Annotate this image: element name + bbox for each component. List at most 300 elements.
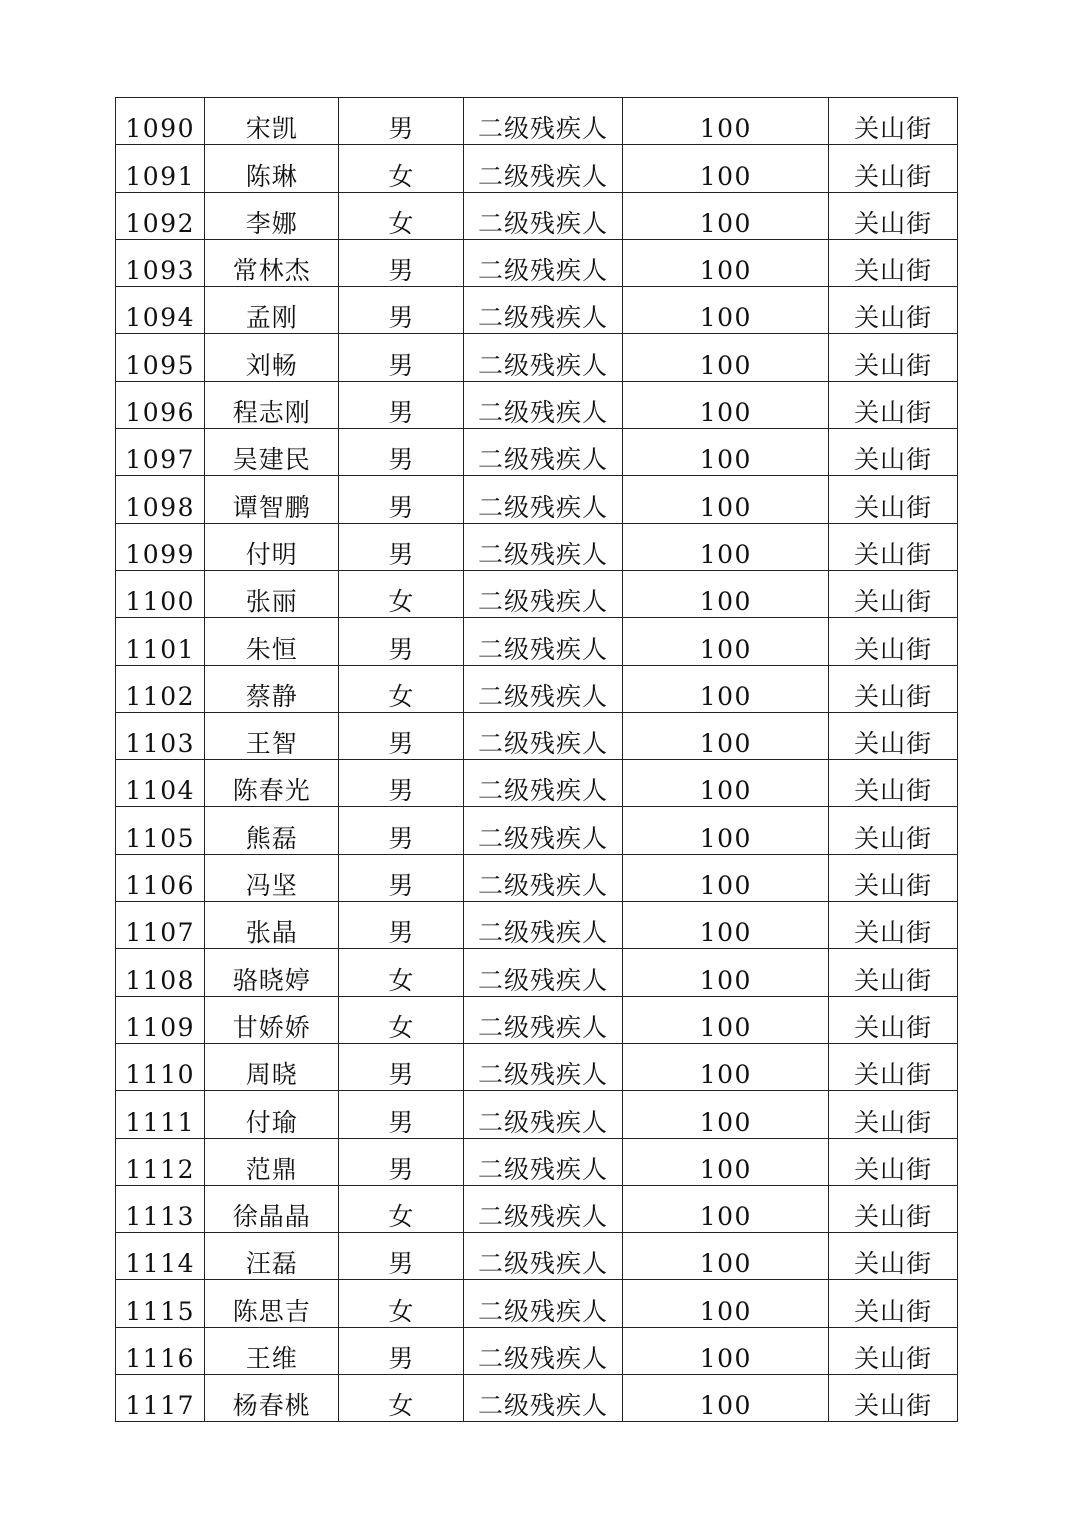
cell-gender <box>339 239 464 286</box>
cell-amount <box>623 807 829 854</box>
cell-person-name-text: 陈琳 <box>245 161 298 191</box>
cell-street <box>829 239 958 286</box>
cell-amount-text: 100 <box>699 1012 752 1042</box>
cell-serial-number <box>116 570 205 617</box>
cell-disability-level-text: 二级残疾人 <box>477 965 608 995</box>
cell-person-name <box>205 287 339 334</box>
cell-person-name-text: 蔡静 <box>245 681 298 711</box>
cell-street-text: 关山街 <box>854 303 933 333</box>
cell-person-name-text: 周晓 <box>245 1060 298 1090</box>
cell-amount <box>623 1233 829 1280</box>
cell-gender <box>339 381 464 428</box>
cell-street <box>829 98 958 145</box>
cell-person-name <box>205 712 339 759</box>
cell-gender-text: 女 <box>388 1296 414 1326</box>
cell-gender <box>339 902 464 949</box>
cell-amount <box>623 1375 829 1422</box>
table-row <box>116 239 958 286</box>
cell-amount-text: 100 <box>699 114 752 144</box>
cell-gender <box>339 334 464 381</box>
cell-amount <box>623 712 829 759</box>
table-row <box>116 145 958 192</box>
cell-street <box>829 618 958 665</box>
cell-gender <box>339 1375 464 1422</box>
cell-gender-text: 男 <box>388 871 414 901</box>
cell-street <box>829 1043 958 1090</box>
cell-street-text: 关山街 <box>854 208 933 238</box>
cell-gender-text: 女 <box>388 1012 414 1042</box>
table-row <box>116 523 958 570</box>
cell-gender-text: 女 <box>388 587 414 617</box>
cell-disability-level <box>463 192 623 239</box>
cell-gender <box>339 1233 464 1280</box>
cell-amount-text: 100 <box>699 1107 752 1137</box>
cell-disability-level <box>463 618 623 665</box>
cell-person-name <box>205 1233 339 1280</box>
cell-street <box>829 192 958 239</box>
cell-disability-level <box>463 570 623 617</box>
cell-gender-text: 男 <box>388 1060 414 1090</box>
cell-person-name <box>205 1043 339 1090</box>
table-row <box>116 1375 958 1422</box>
cell-disability-level <box>463 1233 623 1280</box>
cell-amount <box>623 523 829 570</box>
cell-serial-number-text: 1096 <box>125 398 196 428</box>
cell-amount-text: 100 <box>699 1060 752 1090</box>
cell-disability-level <box>463 1138 623 1185</box>
cell-serial-number-text: 1101 <box>125 634 196 664</box>
table-row <box>116 854 958 901</box>
cell-gender-text: 男 <box>388 539 414 569</box>
table-row <box>116 429 958 476</box>
cell-serial-number <box>116 1043 205 1090</box>
cell-amount-text: 100 <box>699 1391 752 1421</box>
cell-disability-level-text: 二级残疾人 <box>477 161 608 191</box>
cell-person-name-text: 王智 <box>245 729 298 759</box>
cell-street-text: 关山街 <box>854 161 933 191</box>
cell-street-text: 关山街 <box>854 634 933 664</box>
cell-disability-level <box>463 145 623 192</box>
cell-street <box>829 996 958 1043</box>
cell-street <box>829 1091 958 1138</box>
cell-disability-level-text: 二级残疾人 <box>477 539 608 569</box>
cell-person-name <box>205 1091 339 1138</box>
cell-disability-level <box>463 1043 623 1090</box>
cell-amount-text: 100 <box>699 965 752 995</box>
cell-person-name-text: 骆晓婷 <box>232 965 311 995</box>
cell-gender <box>339 1327 464 1374</box>
cell-street-text: 关山街 <box>854 1296 933 1326</box>
cell-gender <box>339 98 464 145</box>
cell-gender-text: 男 <box>388 823 414 853</box>
cell-disability-level <box>463 287 623 334</box>
cell-gender-text: 男 <box>388 776 414 806</box>
cell-gender <box>339 429 464 476</box>
cell-disability-level <box>463 854 623 901</box>
cell-serial-number <box>116 381 205 428</box>
cell-gender-text: 男 <box>388 729 414 759</box>
cell-serial-number <box>116 712 205 759</box>
cell-gender-text: 男 <box>388 918 414 948</box>
cell-amount-text: 100 <box>699 871 752 901</box>
cell-street <box>829 1280 958 1327</box>
table-row <box>116 1185 958 1232</box>
cell-street <box>829 476 958 523</box>
cell-gender <box>339 760 464 807</box>
cell-person-name <box>205 381 339 428</box>
cell-amount-text: 100 <box>699 1154 752 1184</box>
table-row <box>116 902 958 949</box>
cell-amount-text: 100 <box>699 776 752 806</box>
cell-serial-number-text: 1093 <box>125 256 196 286</box>
cell-person-name-text: 汪磊 <box>245 1249 298 1279</box>
table-row <box>116 1091 958 1138</box>
cell-disability-level <box>463 949 623 996</box>
cell-gender-text: 男 <box>388 634 414 664</box>
cell-street-text: 关山街 <box>854 871 933 901</box>
cell-person-name-text: 常林杰 <box>232 256 311 286</box>
cell-amount <box>623 665 829 712</box>
cell-serial-number-text: 1115 <box>125 1296 196 1326</box>
cell-street <box>829 1185 958 1232</box>
cell-person-name-text: 付瑜 <box>245 1107 298 1137</box>
cell-street <box>829 1138 958 1185</box>
cell-person-name-text: 宋凯 <box>245 114 298 144</box>
cell-disability-level-text: 二级残疾人 <box>477 823 608 853</box>
cell-serial-number-text: 1110 <box>125 1060 196 1090</box>
table-row <box>116 618 958 665</box>
cell-person-name-text: 孟刚 <box>245 303 298 333</box>
cell-person-name <box>205 902 339 949</box>
cell-street-text: 关山街 <box>854 1202 933 1232</box>
table-row <box>116 334 958 381</box>
cell-serial-number <box>116 854 205 901</box>
cell-gender-text: 女 <box>388 208 414 238</box>
cell-disability-level-text: 二级残疾人 <box>477 1012 608 1042</box>
cell-disability-level <box>463 807 623 854</box>
cell-amount <box>623 145 829 192</box>
cell-serial-number <box>116 1327 205 1374</box>
cell-disability-level-text: 二级残疾人 <box>477 776 608 806</box>
cell-amount-text: 100 <box>699 918 752 948</box>
cell-street-text: 关山街 <box>854 1012 933 1042</box>
cell-serial-number-text: 1092 <box>125 208 196 238</box>
cell-amount <box>623 334 829 381</box>
cell-disability-level-text: 二级残疾人 <box>477 114 608 144</box>
cell-amount-text: 100 <box>699 587 752 617</box>
cell-disability-level <box>463 98 623 145</box>
cell-disability-level <box>463 996 623 1043</box>
cell-disability-level <box>463 1327 623 1374</box>
cell-amount <box>623 98 829 145</box>
cell-gender-text: 男 <box>388 1154 414 1184</box>
cell-amount <box>623 1091 829 1138</box>
cell-street-text: 关山街 <box>854 1154 933 1184</box>
cell-person-name-text: 杨春桃 <box>232 1391 311 1421</box>
cell-person-name-text: 冯坚 <box>245 871 298 901</box>
cell-amount-text: 100 <box>699 729 752 759</box>
table-body <box>116 98 958 1422</box>
cell-street-text: 关山街 <box>854 1344 933 1374</box>
cell-serial-number-text: 1102 <box>125 681 196 711</box>
cell-disability-level-text: 二级残疾人 <box>477 1296 608 1326</box>
cell-gender <box>339 476 464 523</box>
cell-amount <box>623 618 829 665</box>
cell-serial-number-text: 1111 <box>125 1107 196 1137</box>
cell-street <box>829 949 958 996</box>
cell-person-name-text: 陈思吉 <box>232 1296 311 1326</box>
cell-street-text: 关山街 <box>854 681 933 711</box>
cell-serial-number-text: 1108 <box>125 965 196 995</box>
cell-street <box>829 854 958 901</box>
cell-street <box>829 145 958 192</box>
cell-serial-number-text: 1090 <box>125 114 196 144</box>
cell-disability-level-text: 二级残疾人 <box>477 1249 608 1279</box>
cell-street-text: 关山街 <box>854 492 933 522</box>
cell-amount-text: 100 <box>699 634 752 664</box>
cell-person-name-text: 张丽 <box>245 587 298 617</box>
cell-person-name-text: 朱恒 <box>245 634 298 664</box>
cell-person-name <box>205 476 339 523</box>
cell-gender <box>339 665 464 712</box>
cell-amount-text: 100 <box>699 445 752 475</box>
cell-disability-level-text: 二级残疾人 <box>477 1060 608 1090</box>
cell-gender-text: 男 <box>388 303 414 333</box>
cell-serial-number <box>116 1233 205 1280</box>
cell-gender <box>339 192 464 239</box>
cell-gender <box>339 854 464 901</box>
cell-disability-level <box>463 429 623 476</box>
cell-amount <box>623 429 829 476</box>
cell-disability-level-text: 二级残疾人 <box>477 256 608 286</box>
cell-amount <box>623 996 829 1043</box>
cell-gender <box>339 1043 464 1090</box>
cell-person-name <box>205 665 339 712</box>
cell-amount-text: 100 <box>699 1202 752 1232</box>
cell-amount <box>623 1327 829 1374</box>
cell-serial-number-text: 1099 <box>125 539 196 569</box>
table-row <box>116 665 958 712</box>
cell-amount <box>623 1138 829 1185</box>
cell-serial-number-text: 1113 <box>125 1202 196 1232</box>
cell-gender-text: 女 <box>388 681 414 711</box>
cell-serial-number-text: 1114 <box>125 1249 196 1279</box>
cell-person-name <box>205 570 339 617</box>
cell-street <box>829 807 958 854</box>
cell-gender-text: 男 <box>388 1344 414 1374</box>
cell-person-name <box>205 854 339 901</box>
cell-street <box>829 712 958 759</box>
cell-gender <box>339 618 464 665</box>
cell-amount-text: 100 <box>699 1296 752 1326</box>
cell-serial-number-text: 1109 <box>125 1012 196 1042</box>
cell-person-name <box>205 145 339 192</box>
cell-gender <box>339 145 464 192</box>
cell-street <box>829 429 958 476</box>
cell-disability-level-text: 二级残疾人 <box>477 1344 608 1374</box>
cell-person-name-text: 甘娇娇 <box>232 1012 311 1042</box>
cell-person-name-text: 程志刚 <box>232 398 311 428</box>
cell-amount-text: 100 <box>699 823 752 853</box>
cell-gender-text: 男 <box>388 492 414 522</box>
cell-gender-text: 男 <box>388 256 414 286</box>
cell-gender-text: 男 <box>388 1249 414 1279</box>
cell-disability-level-text: 二级残疾人 <box>477 1202 608 1232</box>
cell-disability-level <box>463 665 623 712</box>
cell-serial-number-text: 1103 <box>125 729 196 759</box>
cell-person-name-text: 李娜 <box>245 208 298 238</box>
cell-amount <box>623 854 829 901</box>
cell-amount-text: 100 <box>699 350 752 380</box>
cell-serial-number <box>116 192 205 239</box>
cell-person-name <box>205 1280 339 1327</box>
cell-serial-number-text: 1106 <box>125 871 196 901</box>
cell-amount <box>623 192 829 239</box>
cell-disability-level <box>463 239 623 286</box>
cell-gender <box>339 523 464 570</box>
cell-street-text: 关山街 <box>854 729 933 759</box>
cell-street-text: 关山街 <box>854 965 933 995</box>
cell-street-text: 关山街 <box>854 1060 933 1090</box>
cell-street-text: 关山街 <box>854 350 933 380</box>
cell-gender <box>339 949 464 996</box>
cell-serial-number <box>116 902 205 949</box>
cell-street <box>829 1233 958 1280</box>
cell-serial-number <box>116 1185 205 1232</box>
cell-amount-text: 100 <box>699 681 752 711</box>
cell-amount-text: 100 <box>699 303 752 333</box>
cell-disability-level-text: 二级残疾人 <box>477 587 608 617</box>
cell-person-name <box>205 523 339 570</box>
cell-disability-level <box>463 712 623 759</box>
cell-street-text: 关山街 <box>854 256 933 286</box>
cell-gender <box>339 1280 464 1327</box>
cell-street <box>829 760 958 807</box>
cell-person-name-text: 付明 <box>245 539 298 569</box>
disability-subsidy-table <box>115 97 958 1422</box>
cell-person-name <box>205 98 339 145</box>
cell-gender <box>339 1091 464 1138</box>
cell-person-name <box>205 618 339 665</box>
cell-street-text: 关山街 <box>854 398 933 428</box>
cell-person-name <box>205 949 339 996</box>
cell-person-name <box>205 807 339 854</box>
cell-gender-text: 男 <box>388 445 414 475</box>
cell-amount <box>623 1280 829 1327</box>
cell-person-name <box>205 1185 339 1232</box>
table-row <box>116 1233 958 1280</box>
cell-gender <box>339 996 464 1043</box>
cell-serial-number-text: 1117 <box>125 1391 196 1421</box>
cell-street <box>829 1375 958 1422</box>
cell-disability-level <box>463 381 623 428</box>
cell-disability-level-text: 二级残疾人 <box>477 1391 608 1421</box>
cell-street-text: 关山街 <box>854 776 933 806</box>
cell-person-name <box>205 429 339 476</box>
cell-person-name-text: 吴建民 <box>232 445 311 475</box>
cell-disability-level <box>463 523 623 570</box>
cell-serial-number <box>116 287 205 334</box>
cell-gender-text: 女 <box>388 1202 414 1232</box>
cell-street <box>829 665 958 712</box>
cell-amount <box>623 287 829 334</box>
cell-disability-level-text: 二级残疾人 <box>477 445 608 475</box>
cell-serial-number <box>116 1375 205 1422</box>
cell-serial-number-text: 1105 <box>125 823 196 853</box>
cell-disability-level-text: 二级残疾人 <box>477 1154 608 1184</box>
cell-disability-level-text: 二级残疾人 <box>477 729 608 759</box>
cell-gender-text: 女 <box>388 161 414 191</box>
cell-street <box>829 523 958 570</box>
cell-serial-number <box>116 476 205 523</box>
cell-street <box>829 334 958 381</box>
cell-amount <box>623 570 829 617</box>
cell-serial-number <box>116 334 205 381</box>
cell-person-name-text: 范鼎 <box>245 1154 298 1184</box>
cell-street-text: 关山街 <box>854 445 933 475</box>
cell-disability-level <box>463 1185 623 1232</box>
cell-serial-number <box>116 760 205 807</box>
cell-street-text: 关山街 <box>854 918 933 948</box>
cell-amount-text: 100 <box>699 492 752 522</box>
cell-street <box>829 381 958 428</box>
table-row <box>116 712 958 759</box>
table-row <box>116 807 958 854</box>
cell-serial-number-text: 1116 <box>125 1344 196 1374</box>
cell-serial-number <box>116 807 205 854</box>
table-row <box>116 98 958 145</box>
cell-street <box>829 902 958 949</box>
cell-serial-number <box>116 1280 205 1327</box>
cell-person-name <box>205 996 339 1043</box>
cell-street <box>829 287 958 334</box>
cell-street-text: 关山街 <box>854 1107 933 1137</box>
cell-gender <box>339 287 464 334</box>
cell-person-name <box>205 192 339 239</box>
cell-serial-number-text: 1112 <box>125 1154 196 1184</box>
table-row <box>116 1280 958 1327</box>
cell-serial-number <box>116 618 205 665</box>
cell-person-name <box>205 239 339 286</box>
cell-amount <box>623 381 829 428</box>
cell-street-text: 关山街 <box>854 1391 933 1421</box>
cell-serial-number <box>116 1091 205 1138</box>
cell-gender-text: 女 <box>388 1391 414 1421</box>
cell-person-name <box>205 1375 339 1422</box>
cell-gender-text: 男 <box>388 1107 414 1137</box>
cell-gender <box>339 1138 464 1185</box>
table-row <box>116 1043 958 1090</box>
cell-disability-level <box>463 334 623 381</box>
cell-serial-number-text: 1094 <box>125 303 196 333</box>
cell-gender <box>339 712 464 759</box>
cell-serial-number <box>116 239 205 286</box>
cell-amount-text: 100 <box>699 256 752 286</box>
table-row <box>116 996 958 1043</box>
cell-gender <box>339 1185 464 1232</box>
cell-serial-number-text: 1097 <box>125 445 196 475</box>
cell-person-name-text: 徐晶晶 <box>232 1202 311 1232</box>
cell-gender-text: 男 <box>388 114 414 144</box>
cell-person-name <box>205 1327 339 1374</box>
cell-person-name <box>205 334 339 381</box>
cell-serial-number <box>116 523 205 570</box>
cell-serial-number <box>116 429 205 476</box>
cell-street <box>829 570 958 617</box>
cell-disability-level-text: 二级残疾人 <box>477 871 608 901</box>
cell-disability-level <box>463 902 623 949</box>
cell-amount <box>623 949 829 996</box>
